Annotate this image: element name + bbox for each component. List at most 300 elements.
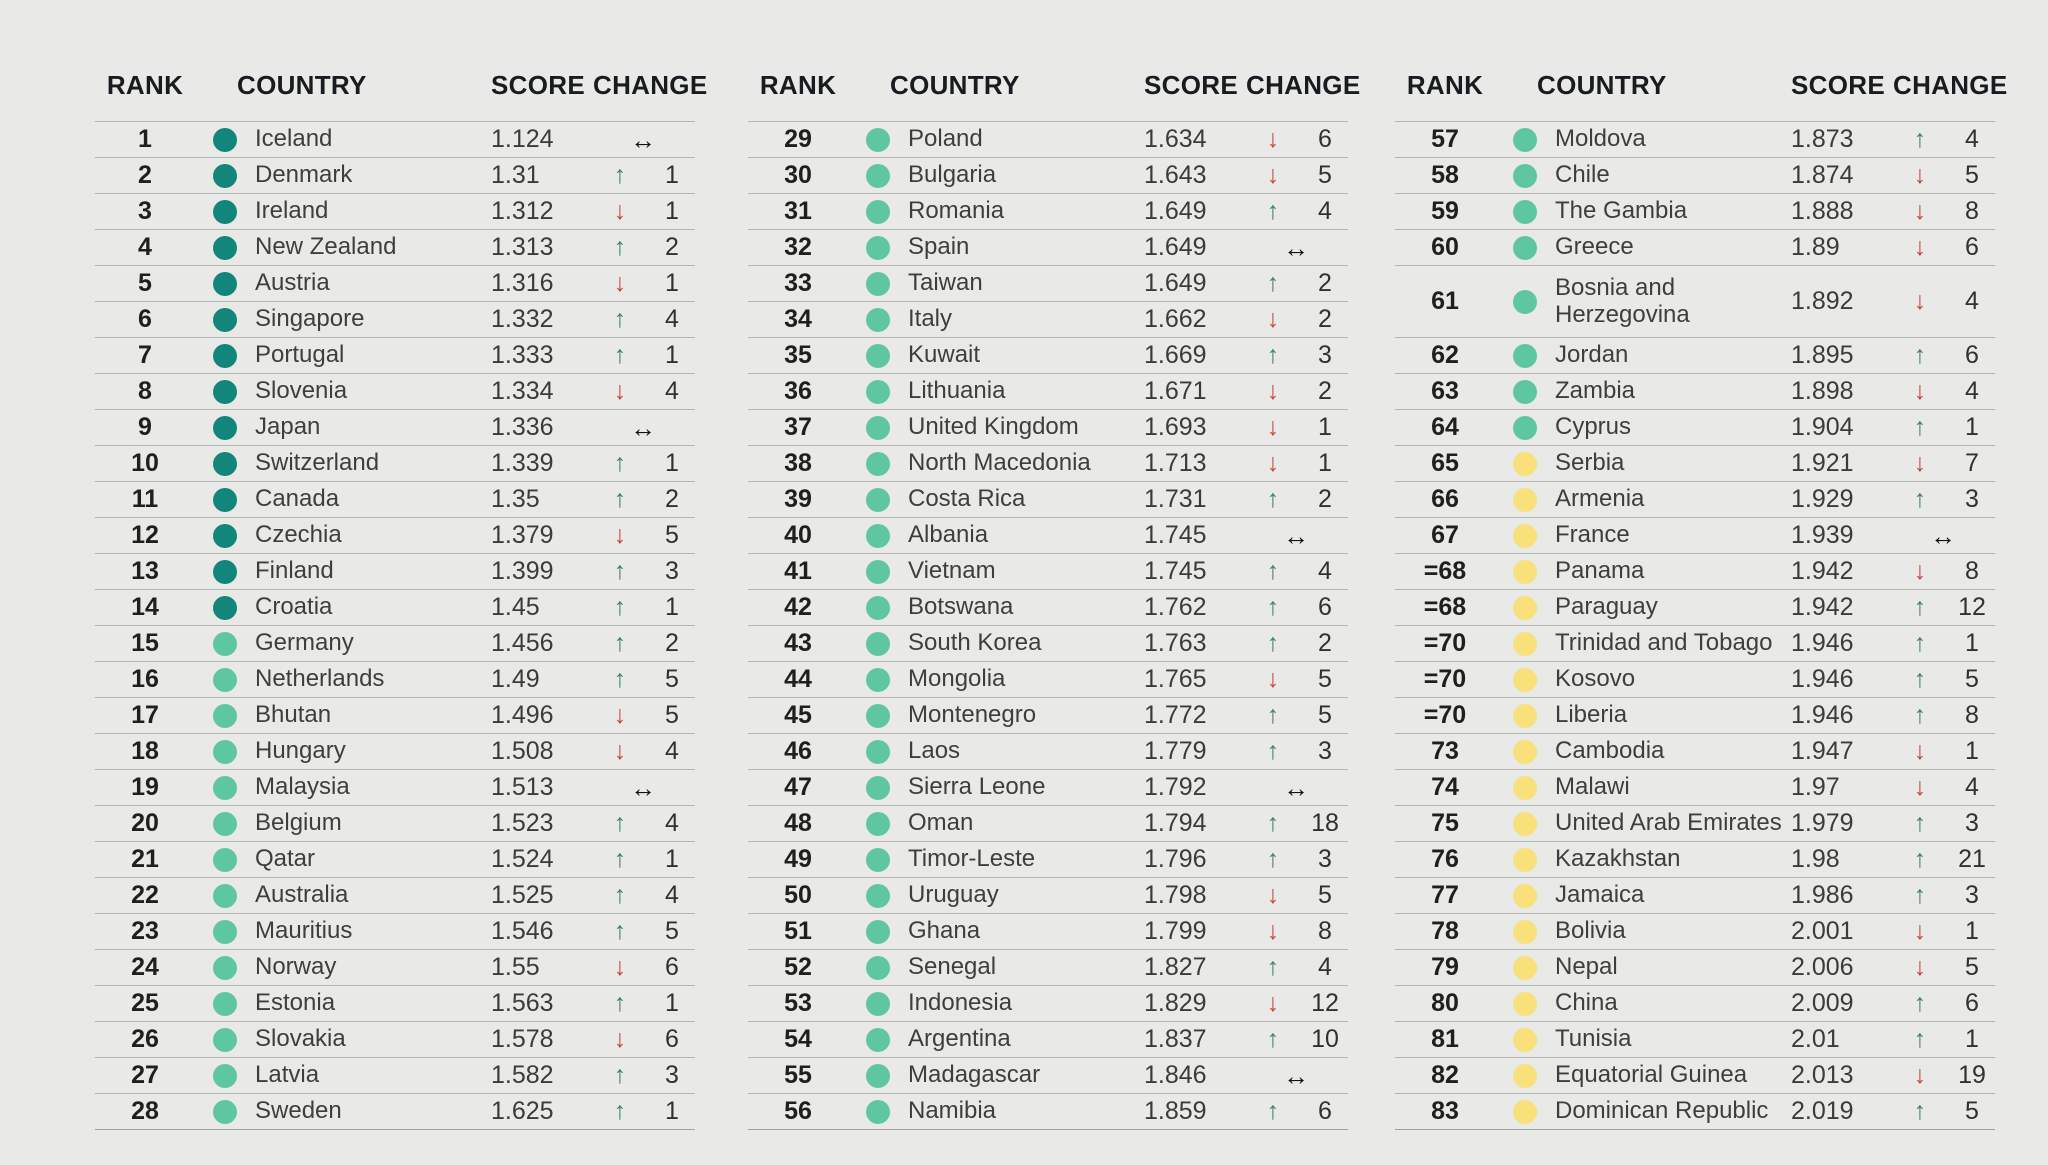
country-name: Australia: [255, 881, 349, 909]
down-arrow-icon: ↓: [1266, 917, 1280, 945]
rank-value: 83: [1431, 1097, 1459, 1125]
tier-dot-cell: [1495, 200, 1555, 224]
rank-value: 16: [131, 665, 159, 693]
table-row: [748, 481, 1348, 517]
rank-value: =70: [1423, 629, 1467, 657]
score-value: 1.827: [1144, 953, 1207, 981]
tier-dot-icon: [213, 848, 237, 872]
table-row: [95, 661, 695, 697]
rank-value: 37: [784, 413, 812, 441]
down-arrow-icon: ↓: [613, 701, 627, 729]
rank-change: [1244, 520, 1348, 551]
tier-dot-icon: [213, 236, 237, 260]
tier-dot-cell: [1495, 596, 1555, 620]
rank-change: [1244, 125, 1348, 154]
country-name: Poland: [908, 125, 983, 153]
country-name: United Arab Emirates: [1555, 809, 1782, 837]
down-arrow-icon: ↓: [613, 953, 627, 981]
change-value: 3: [1318, 845, 1332, 873]
score-value: 1.334: [491, 377, 554, 405]
change-value: 4: [1965, 773, 1979, 801]
rank-value: 66: [1431, 485, 1459, 513]
tier-dot-cell: [1495, 776, 1555, 800]
tier-dot-icon: [1513, 236, 1537, 260]
rank-change: [591, 485, 695, 514]
change-value: 4: [665, 809, 679, 837]
tier-dot-cell: [195, 164, 255, 188]
table-row: [748, 913, 1348, 949]
tier-dot-cell: [1495, 992, 1555, 1016]
rank-value: 76: [1431, 845, 1459, 873]
down-arrow-icon: ↓: [1913, 197, 1927, 225]
change-value: 1: [1318, 449, 1332, 477]
rank-value: 17: [131, 701, 159, 729]
tier-dot-cell: [848, 308, 908, 332]
score-value: 1.904: [1791, 413, 1854, 441]
table-row: [1395, 769, 1995, 805]
change-value: 1: [665, 161, 679, 189]
change-value: 3: [1318, 737, 1332, 765]
table-row: [1395, 445, 1995, 481]
tier-dot-icon: [866, 200, 890, 224]
table-row: [95, 949, 695, 985]
rank-value: 9: [138, 413, 152, 441]
rank-change: [1891, 701, 1995, 730]
rank-header: RANK: [1406, 70, 1484, 100]
tier-dot-cell: [195, 524, 255, 548]
rank-value: 80: [1431, 989, 1459, 1017]
tier-dot-icon: [866, 416, 890, 440]
rank-change: [1244, 161, 1348, 190]
tier-dot-icon: [866, 848, 890, 872]
score-value: 1.772: [1144, 701, 1207, 729]
country-name: Armenia: [1555, 485, 1645, 513]
rank-value: 33: [784, 269, 812, 297]
change-value: 2: [665, 629, 679, 657]
score-header: SCORE: [1791, 70, 1885, 100]
tier-dot-icon: [866, 488, 890, 512]
score-value: 1.55: [491, 953, 540, 981]
table-row: [95, 193, 695, 229]
up-arrow-icon: ↑: [613, 305, 627, 333]
rank-value: 15: [131, 629, 159, 657]
score-value: 1.98: [1791, 845, 1840, 873]
table-row: [748, 625, 1348, 661]
up-arrow-icon: ↑: [1266, 809, 1280, 837]
change-value: 7: [1965, 449, 1979, 477]
rank-change: [1244, 881, 1348, 910]
tier-dot-cell: [195, 1028, 255, 1052]
score-value: 1.946: [1791, 665, 1854, 693]
tier-dot-icon: [1513, 1100, 1537, 1124]
rank-value: 61: [1431, 287, 1459, 315]
country-name: Montenegro: [908, 701, 1037, 729]
score-value: 1.523: [491, 809, 554, 837]
country-name: Portugal: [255, 341, 345, 369]
rank-change: [591, 917, 695, 946]
country-name: Liberia: [1555, 701, 1628, 729]
change-value: 5: [665, 701, 679, 729]
rank-change: [1891, 1025, 1995, 1054]
tier-dot-cell: [195, 956, 255, 980]
rank-value: 58: [1431, 161, 1459, 189]
table-row: [748, 553, 1348, 589]
tier-dot-cell: [848, 236, 908, 260]
change-value: 12: [1958, 593, 1986, 621]
tier-dot-icon: [1513, 488, 1537, 512]
tier-dot-cell: [848, 1100, 908, 1124]
tier-dot-icon: [1513, 524, 1537, 548]
rank-value: 8: [138, 377, 152, 405]
rank-value: 41: [784, 557, 812, 585]
country-name: Italy: [908, 305, 953, 333]
change-value: 5: [665, 917, 679, 945]
score-value: 1.662: [1144, 305, 1207, 333]
tier-dot-icon: [866, 812, 890, 836]
country-name: Switzerland: [255, 449, 380, 477]
change-value: 6: [665, 1025, 679, 1053]
rank-change: [1891, 773, 1995, 802]
down-arrow-icon: ↓: [613, 1025, 627, 1053]
rank-value: 79: [1431, 953, 1459, 981]
up-arrow-icon: ↑: [613, 161, 627, 189]
change-value: 1: [1965, 413, 1979, 441]
tier-dot-cell: [195, 1100, 255, 1124]
rank-value: 1: [138, 125, 152, 153]
rank-value: 49: [784, 845, 812, 873]
country-name: Madagascar: [908, 1061, 1041, 1089]
change-value: 5: [1965, 161, 1979, 189]
table-row: [95, 373, 695, 409]
change-value: 5: [665, 521, 679, 549]
rank-value: 67: [1431, 521, 1459, 549]
change-value: 2: [1318, 305, 1332, 333]
tier-dot-icon: [866, 920, 890, 944]
change-value: 5: [1318, 665, 1332, 693]
score-value: 1.731: [1144, 485, 1207, 513]
change-value: 5: [1965, 953, 1979, 981]
tier-dot-cell: [195, 380, 255, 404]
rank-value: 5: [138, 269, 152, 297]
change-value: 6: [1318, 125, 1332, 153]
rank-change: [1891, 520, 1995, 551]
country-name: Senegal: [908, 953, 997, 981]
rank-change: [1891, 809, 1995, 838]
tier-dot-cell: [1495, 1100, 1555, 1124]
tier-dot-cell: [195, 128, 255, 152]
rank-header: RANK: [759, 70, 837, 100]
rank-value: 50: [784, 881, 812, 909]
country-name: Japan: [255, 413, 321, 441]
score-value: 1.947: [1791, 737, 1854, 765]
country-name: South Korea: [908, 629, 1042, 657]
score-value: 1.846: [1144, 1061, 1207, 1089]
country-name: Costa Rica: [908, 485, 1026, 513]
country-name: Bosnia and Herzegovina: [1555, 274, 1690, 328]
up-arrow-icon: ↑: [1266, 845, 1280, 873]
tier-dot-icon: [1513, 848, 1537, 872]
table-row: [95, 445, 695, 481]
score-value: 1.745: [1144, 557, 1207, 585]
rank-value: 26: [131, 1025, 159, 1053]
rank-change: [591, 1025, 695, 1054]
tier-dot-cell: [1495, 488, 1555, 512]
rank-change: [591, 701, 695, 730]
table-row: [1395, 373, 1995, 409]
country-name: Slovenia: [255, 377, 348, 405]
score-value: 1.946: [1791, 629, 1854, 657]
rank-value: 24: [131, 953, 159, 981]
up-arrow-icon: ↑: [1913, 1097, 1927, 1125]
rank-header: RANK: [106, 70, 184, 100]
rank-value: 32: [784, 233, 812, 261]
score-value: 1.895: [1791, 341, 1854, 369]
change-value: 4: [665, 377, 679, 405]
up-arrow-icon: ↑: [1266, 197, 1280, 225]
no-change-arrow-icon: ↔: [630, 412, 656, 443]
table-row: [95, 229, 695, 265]
rank-value: 56: [784, 1097, 812, 1125]
change-header: CHANGE: [1893, 70, 2008, 100]
score-value: 1.713: [1144, 449, 1207, 477]
rank-value: 21: [131, 845, 159, 873]
tier-dot-icon: [213, 776, 237, 800]
tier-dot-icon: [213, 884, 237, 908]
change-value: 6: [1965, 341, 1979, 369]
score-value: 1.837: [1144, 1025, 1207, 1053]
down-arrow-icon: ↓: [613, 197, 627, 225]
rank-value: 53: [784, 989, 812, 1017]
change-value: 6: [1965, 989, 1979, 1017]
tier-dot-icon: [866, 992, 890, 1016]
tier-dot-icon: [866, 344, 890, 368]
score-value: 1.563: [491, 989, 554, 1017]
down-arrow-icon: ↓: [1913, 233, 1927, 261]
up-arrow-icon: ↑: [1266, 593, 1280, 621]
down-arrow-icon: ↓: [1913, 953, 1927, 981]
country-name: Mongolia: [908, 665, 1006, 693]
rank-value: 35: [784, 341, 812, 369]
table-row: [748, 877, 1348, 913]
rank-value: 48: [784, 809, 812, 837]
tier-dot-cell: [195, 992, 255, 1016]
tier-dot-cell: [195, 812, 255, 836]
tier-dot-cell: [195, 740, 255, 764]
change-value: 3: [665, 557, 679, 585]
table-row: [748, 841, 1348, 877]
country-name: Romania: [908, 197, 1005, 225]
score-value: 1.939: [1791, 521, 1854, 549]
down-arrow-icon: ↓: [1266, 413, 1280, 441]
tier-dot-icon: [866, 1064, 890, 1088]
table-row: [95, 733, 695, 769]
up-arrow-icon: ↑: [1913, 665, 1927, 693]
country-name: Mauritius: [255, 917, 353, 945]
tier-dot-icon: [1513, 344, 1537, 368]
change-value: 10: [1311, 1025, 1339, 1053]
change-value: 8: [1965, 701, 1979, 729]
table-row: [748, 769, 1348, 805]
rank-change: [591, 124, 695, 155]
table-row: [95, 337, 695, 373]
tier-dot-icon: [1513, 416, 1537, 440]
change-value: 12: [1311, 989, 1339, 1017]
tier-dot-cell: [1495, 560, 1555, 584]
down-arrow-icon: ↓: [1913, 737, 1927, 765]
rank-value: =70: [1423, 665, 1467, 693]
change-value: 1: [665, 269, 679, 297]
rank-change: [591, 1061, 695, 1090]
rank-change: [591, 737, 695, 766]
tier-dot-icon: [866, 560, 890, 584]
up-arrow-icon: ↑: [613, 341, 627, 369]
rank-change: [1891, 287, 1995, 316]
tier-dot-cell: [848, 884, 908, 908]
table-row: [1395, 121, 1995, 157]
rank-change: [591, 989, 695, 1018]
tier-dot-icon: [866, 632, 890, 656]
table-row: [748, 985, 1348, 1021]
tier-dot-cell: [848, 848, 908, 872]
tier-dot-icon: [866, 380, 890, 404]
tier-dot-cell: [848, 452, 908, 476]
change-value: 4: [665, 881, 679, 909]
country-name: Bolivia: [1555, 917, 1626, 945]
change-value: 1: [665, 1097, 679, 1125]
tier-dot-icon: [213, 812, 237, 836]
tier-dot-cell: [195, 596, 255, 620]
tier-dot-cell: [1495, 812, 1555, 836]
country-name: Spain: [908, 233, 970, 261]
change-value: 19: [1958, 1061, 1986, 1089]
rank-value: 30: [784, 161, 812, 189]
table-row: [95, 805, 695, 841]
rank-value: 55: [784, 1061, 812, 1089]
change-value: 1: [665, 341, 679, 369]
table-row: [1395, 337, 1995, 373]
no-change-arrow-icon: ↔: [1283, 772, 1309, 803]
country-name: Netherlands: [255, 665, 385, 693]
change-value: 6: [1318, 1097, 1332, 1125]
tier-dot-icon: [213, 956, 237, 980]
up-arrow-icon: ↑: [1913, 593, 1927, 621]
up-arrow-icon: ↑: [1913, 1025, 1927, 1053]
change-value: 1: [1965, 629, 1979, 657]
rank-value: 60: [1431, 233, 1459, 261]
score-value: 1.799: [1144, 917, 1207, 945]
score-value: 1.49: [491, 665, 540, 693]
tier-dot-icon: [1513, 632, 1537, 656]
table-header: [95, 60, 708, 121]
up-arrow-icon: ↑: [1266, 557, 1280, 585]
score-value: 2.019: [1791, 1097, 1854, 1125]
change-value: 1: [665, 593, 679, 621]
table-row: [1395, 661, 1995, 697]
tier-dot-cell: [195, 848, 255, 872]
rank-change: [591, 1097, 695, 1126]
table-row: [95, 1057, 695, 1093]
up-arrow-icon: ↑: [1266, 341, 1280, 369]
change-value: 5: [1318, 881, 1332, 909]
up-arrow-icon: ↑: [1266, 701, 1280, 729]
down-arrow-icon: ↓: [1913, 287, 1927, 315]
table-row: [1395, 877, 1995, 913]
rank-value: 7: [138, 341, 152, 369]
score-value: 1.524: [491, 845, 554, 873]
table-row: [1395, 1093, 1995, 1129]
table-row: [95, 769, 695, 805]
change-value: 2: [665, 233, 679, 261]
rank-change: [1891, 593, 1995, 622]
table-row: [1395, 625, 1995, 661]
up-arrow-icon: ↑: [1913, 809, 1927, 837]
table-row: [95, 913, 695, 949]
score-value: 1.898: [1791, 377, 1854, 405]
table-row: [95, 481, 695, 517]
table-row: [748, 445, 1348, 481]
rank-value: =70: [1423, 701, 1467, 729]
rank-change: [1244, 1060, 1348, 1091]
rank-value: 47: [784, 773, 812, 801]
country-name: Albania: [908, 521, 989, 549]
tier-dot-cell: [1495, 236, 1555, 260]
change-value: 5: [1318, 161, 1332, 189]
tier-dot-icon: [1513, 992, 1537, 1016]
tier-dot-cell: [848, 524, 908, 548]
tier-dot-icon: [1513, 1028, 1537, 1052]
rank-change: [1891, 413, 1995, 442]
up-arrow-icon: ↑: [1913, 629, 1927, 657]
rank-value: 18: [131, 737, 159, 765]
table-row: [748, 949, 1348, 985]
change-value: 1: [665, 845, 679, 873]
score-value: 1.763: [1144, 629, 1207, 657]
table-row: [748, 697, 1348, 733]
tier-dot-icon: [213, 164, 237, 188]
tier-dot-icon: [213, 344, 237, 368]
rank-change: [591, 269, 695, 298]
tier-dot-icon: [866, 236, 890, 260]
tier-dot-cell: [848, 668, 908, 692]
change-value: 5: [1965, 665, 1979, 693]
no-change-arrow-icon: ↔: [1283, 520, 1309, 551]
country-name: Czechia: [255, 521, 342, 549]
rank-change: [1244, 593, 1348, 622]
tier-dot-cell: [848, 920, 908, 944]
country-name: Germany: [255, 629, 354, 657]
no-change-arrow-icon: ↔: [1283, 1060, 1309, 1091]
country-name: Latvia: [255, 1061, 320, 1089]
rows: [1395, 121, 1995, 1130]
up-arrow-icon: ↑: [613, 809, 627, 837]
rank-value: 25: [131, 989, 159, 1017]
up-arrow-icon: ↑: [1266, 269, 1280, 297]
country-name: Malawi: [1555, 773, 1630, 801]
country-name: Cyprus: [1555, 413, 1632, 441]
change-value: 4: [1318, 197, 1332, 225]
ranking-table-column-3: [1395, 60, 2008, 1130]
table-row: [1395, 589, 1995, 625]
down-arrow-icon: ↓: [1266, 449, 1280, 477]
table-header: [748, 60, 1361, 121]
table-row: [95, 1021, 695, 1057]
rank-value: 51: [784, 917, 812, 945]
country-name: Serbia: [1555, 449, 1625, 477]
rank-change: [591, 412, 695, 443]
tier-dot-icon: [1513, 452, 1537, 476]
tier-dot-icon: [866, 596, 890, 620]
score-value: 1.671: [1144, 377, 1207, 405]
